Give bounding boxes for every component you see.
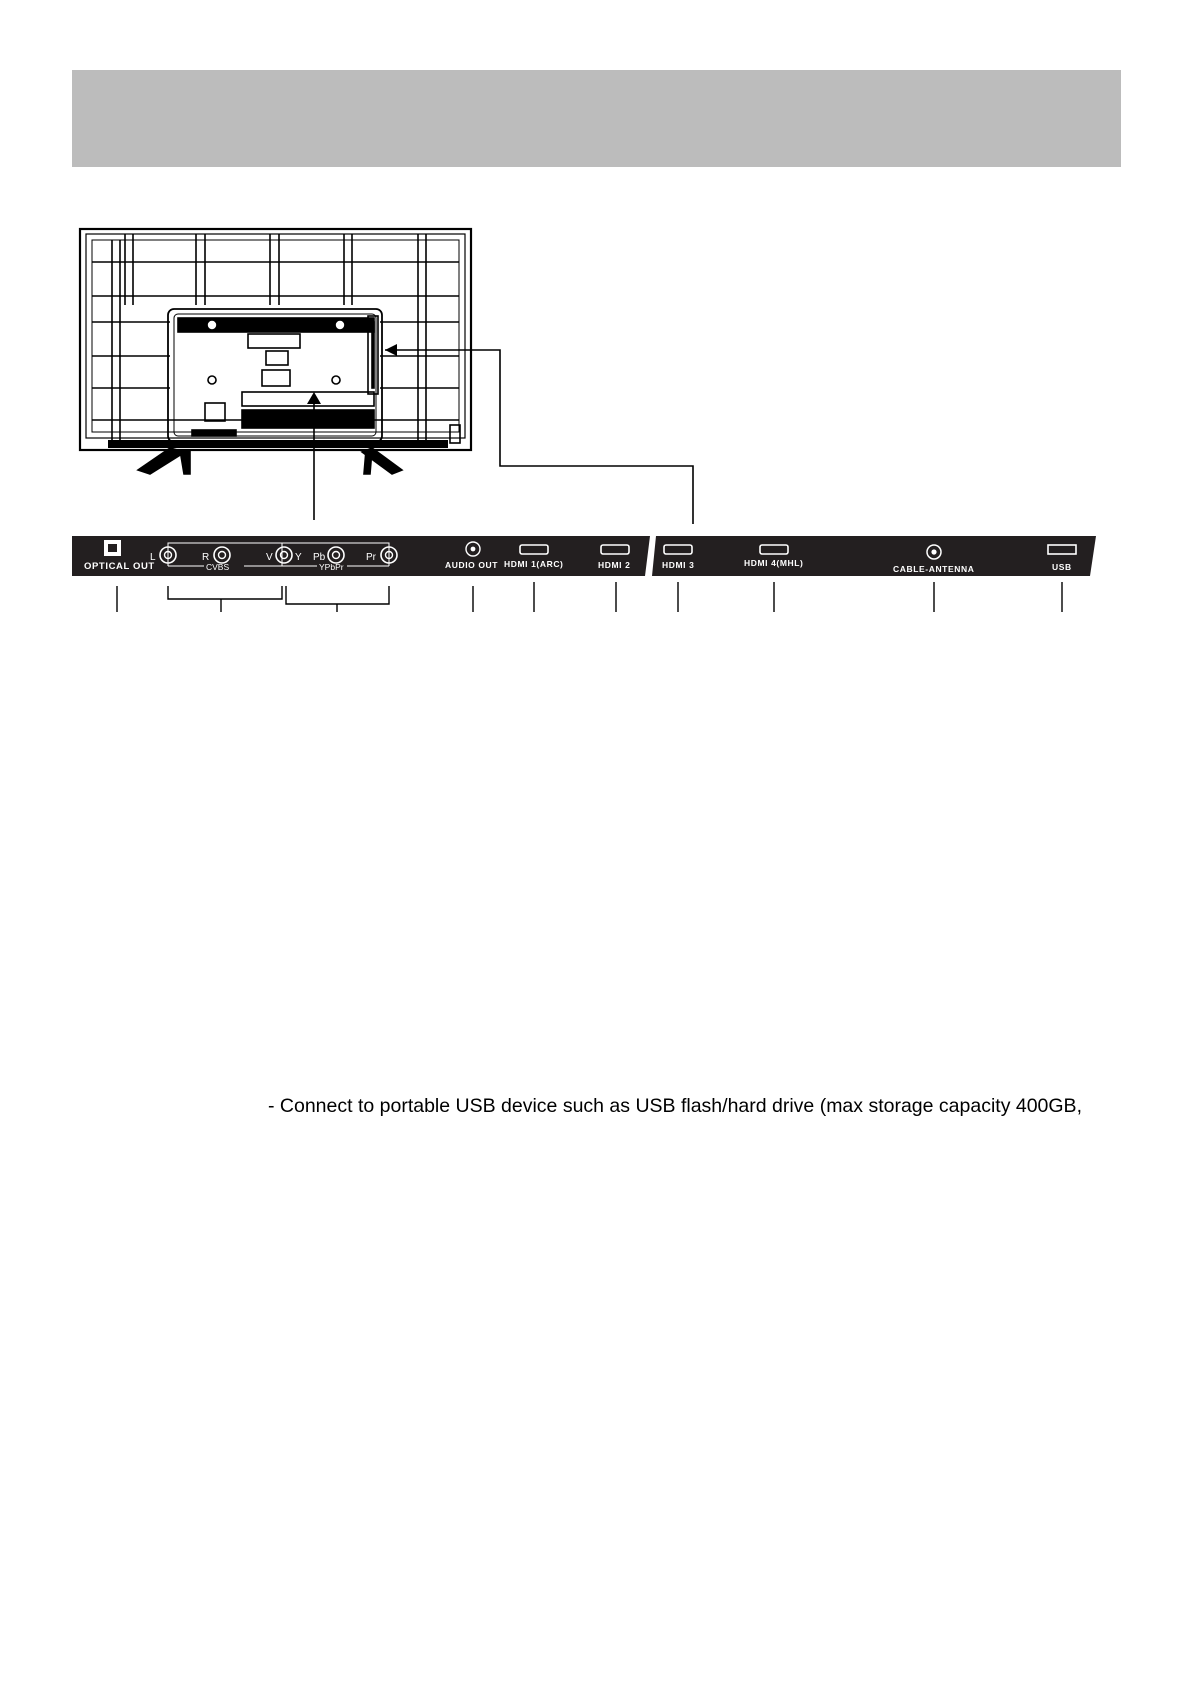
tv-rear-panel-icon (80, 229, 471, 474)
ypbpr-label: YPbPr (319, 562, 344, 572)
ypbpr-y-label: Y (295, 552, 302, 563)
cvbs-label: CVBS (206, 562, 230, 572)
hdmi2-label: HDMI 2 (598, 560, 631, 570)
hdmi3-label: HDMI 3 (662, 560, 695, 570)
left-connector-panel (72, 536, 650, 576)
optical-out-label: OPTICAL OUT (84, 561, 155, 572)
callout-lines (117, 582, 1062, 612)
right-connector-panel (652, 536, 1096, 576)
ypbpr-pr-label: Pr (366, 552, 376, 563)
cvbs-l-label: L (150, 552, 156, 563)
cvbs-v-label: V (266, 552, 273, 563)
usb-label: USB (1052, 562, 1072, 572)
cvbs-r-label: R (202, 552, 210, 563)
hdmi1-label: HDMI 1(ARC) (504, 559, 564, 569)
hdmi4-label: HDMI 4(MHL) (744, 558, 804, 568)
audio-out-label: AUDIO OUT (445, 560, 499, 570)
usb-note-text: - Connect to portable USB device such as USB flash/hard drive (max storage capacity 400GB, (268, 1095, 1082, 1117)
cable-antenna-label: CABLE-ANTENNA (893, 564, 975, 574)
pointer-lines (307, 344, 693, 524)
ypbpr-pb-label: Pb (313, 552, 326, 563)
